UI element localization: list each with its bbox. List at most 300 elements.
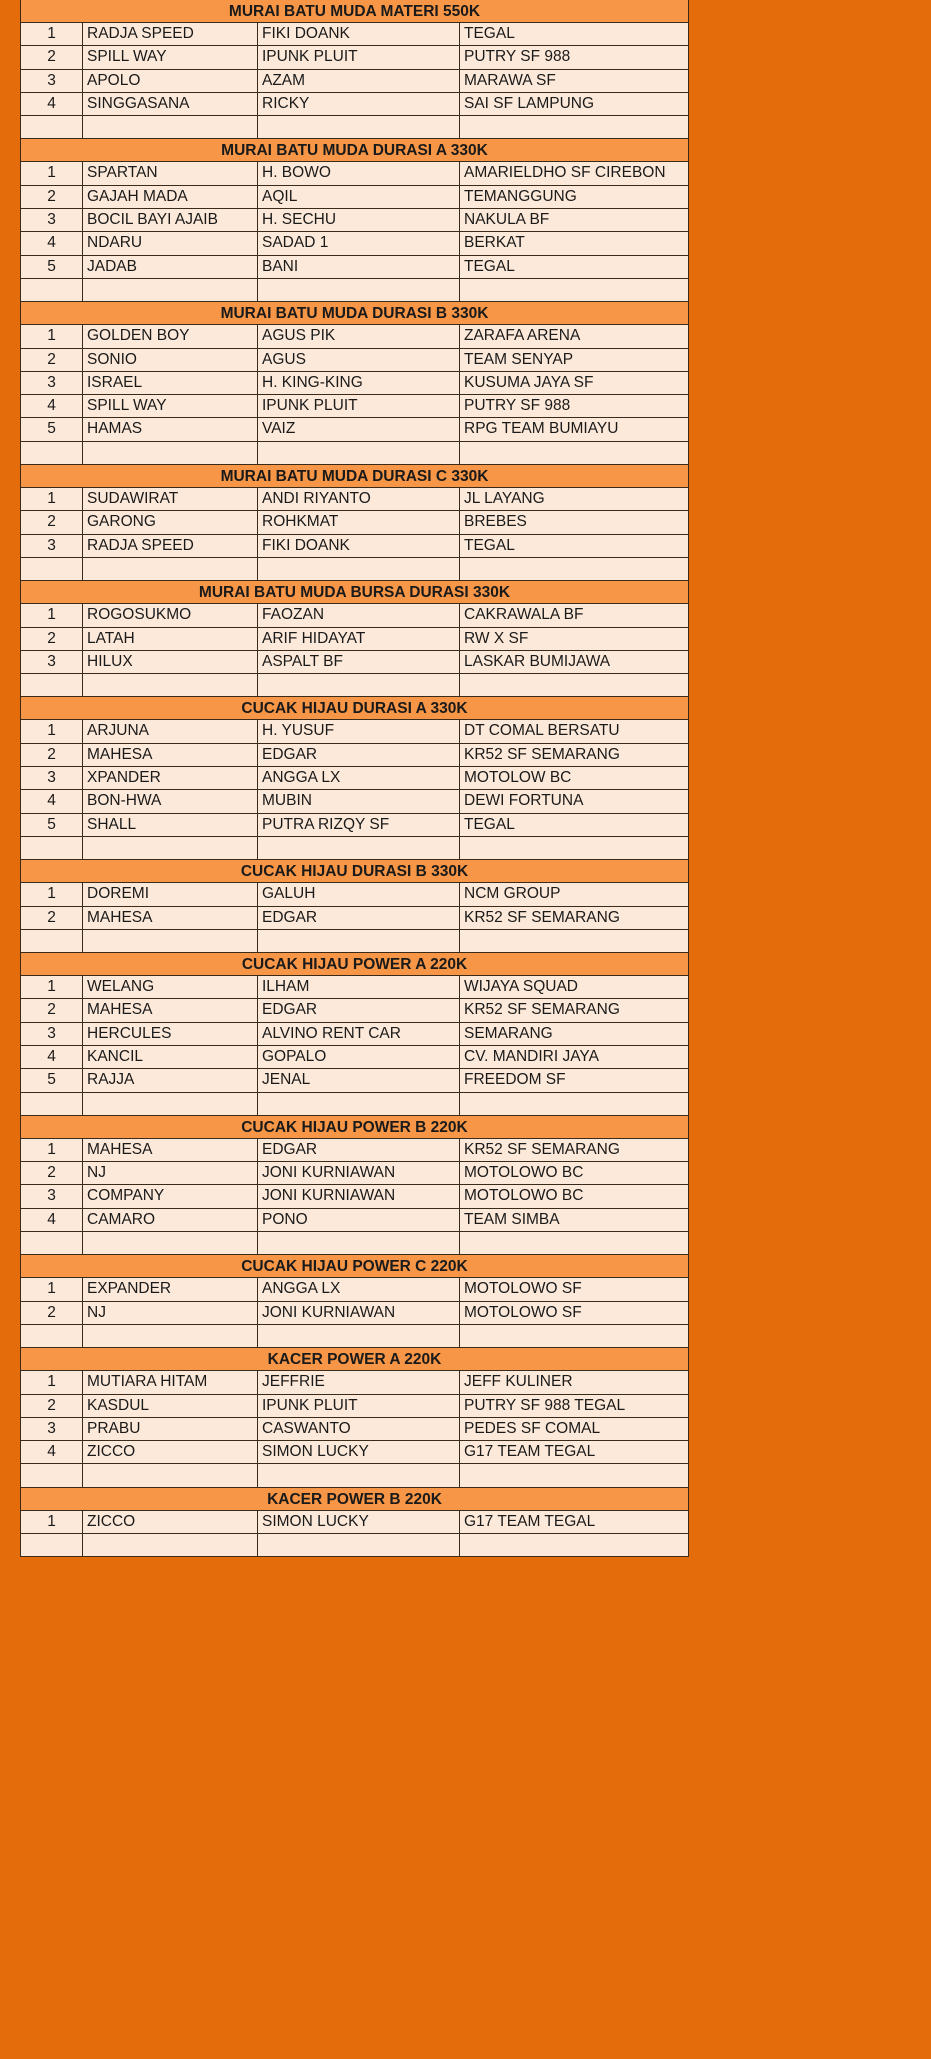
class-block [21, 0, 688, 139]
table-row [21, 976, 688, 999]
owner-name-cell [258, 1325, 460, 1347]
class-block [21, 1255, 688, 1348]
owner-name-cell: AGUS [258, 349, 460, 371]
table-row [21, 814, 688, 837]
team-name-cell: CV. MANDIRI JAYA [464, 1047, 599, 1065]
owner-name-cell: ANDI RIYANTO [258, 488, 460, 510]
rank-cell: 1 [21, 162, 83, 184]
team-name-cell: KR52 SF SEMARANG [464, 1140, 620, 1158]
owner-name-cell: EDGAR [258, 907, 460, 929]
rank-cell [21, 837, 83, 859]
team-name-cell [460, 1093, 688, 1115]
table-row [21, 279, 688, 302]
rank-cell: 1 [21, 1278, 83, 1300]
team-name-cell: PUTRY SF 988 [464, 48, 571, 66]
bird-name-cell [83, 558, 258, 580]
team-name-cell: PUTRY SF 988 TEGAL [464, 1396, 626, 1414]
bird-name-cell: SONIO [83, 349, 258, 371]
class-title: MURAI BATU MUDA MATERI 550K [21, 0, 688, 23]
table-row [21, 1464, 688, 1487]
team-name-cell: ZARAFA ARENA [464, 327, 581, 345]
owner-name-cell: ASPALT BF [258, 651, 460, 673]
team-name-cell [460, 1232, 688, 1254]
rank-cell [21, 558, 83, 580]
bird-name-cell: NJ [83, 1302, 258, 1324]
team-name-cell: MOTOLOWO SF [464, 1303, 582, 1321]
rank-cell: 5 [21, 256, 83, 278]
owner-name-cell [258, 279, 460, 301]
rank-cell: 1 [21, 720, 83, 742]
bird-name-cell [83, 442, 258, 464]
bird-name-cell: RAJJA [83, 1069, 258, 1091]
bird-name-cell: SPILL WAY [83, 395, 258, 417]
table-row [21, 628, 688, 651]
table-row [21, 1441, 688, 1464]
table-row [21, 1209, 688, 1232]
bird-name-cell [83, 674, 258, 696]
owner-name-cell: RICKY [258, 93, 460, 115]
table-row [21, 1302, 688, 1325]
bird-name-cell: PRABU [83, 1418, 258, 1440]
team-name-cell: KR52 SF SEMARANG [464, 1001, 620, 1019]
table-row [21, 488, 688, 511]
class-block [21, 1116, 688, 1255]
rank-cell: 1 [21, 488, 83, 510]
table-row [21, 651, 688, 674]
rank-cell: 2 [21, 1395, 83, 1417]
rank-cell: 4 [21, 790, 83, 812]
owner-name-cell: MUBIN [258, 790, 460, 812]
rank-cell [21, 116, 83, 138]
bird-name-cell: NJ [83, 1162, 258, 1184]
bird-name-cell: ISRAEL [83, 372, 258, 394]
team-name-cell: LASKAR BUMIJAWA [464, 652, 611, 670]
rank-cell: 2 [21, 744, 83, 766]
table-row [21, 1139, 688, 1162]
rank-cell: 2 [21, 1302, 83, 1324]
table-row [21, 186, 688, 209]
owner-name-cell: IPUNK PLUIT [258, 46, 460, 68]
owner-name-cell [258, 1093, 460, 1115]
rank-cell: 2 [21, 1162, 83, 1184]
bird-name-cell: MAHESA [83, 1139, 258, 1161]
rank-cell: 2 [21, 511, 83, 533]
owner-name-cell: AQIL [258, 186, 460, 208]
table-row [21, 232, 688, 255]
owner-name-cell [258, 1464, 460, 1486]
rank-cell [21, 1464, 83, 1486]
bird-name-cell: CAMARO [83, 1209, 258, 1231]
owner-name-cell [258, 558, 460, 580]
owner-name-cell: ILHAM [258, 976, 460, 998]
owner-name-cell [258, 1232, 460, 1254]
owner-name-cell: JONI KURNIAWAN [258, 1185, 460, 1207]
bird-name-cell: XPANDER [83, 767, 258, 789]
table-row [21, 511, 688, 534]
team-name-cell: CAKRAWALA BF [464, 606, 584, 624]
table-row [21, 1418, 688, 1441]
team-name-cell: BREBES [464, 513, 527, 531]
table-row [21, 349, 688, 372]
table-row [21, 720, 688, 743]
team-name-cell: TEGAL [464, 536, 515, 554]
rank-cell: 5 [21, 1069, 83, 1091]
rank-cell: 1 [21, 1139, 83, 1161]
rank-cell: 1 [21, 325, 83, 347]
table-row [21, 70, 688, 93]
team-name-cell: JEFF KULINER [464, 1373, 573, 1391]
owner-name-cell [258, 837, 460, 859]
rank-cell: 3 [21, 1185, 83, 1207]
team-name-cell: WIJAYA SQUAD [464, 978, 578, 996]
table-row [21, 674, 688, 697]
team-name-cell: SAI SF LAMPUNG [464, 94, 595, 112]
team-name-cell: TEAM SIMBA [464, 1210, 560, 1228]
bird-name-cell: ZICCO [83, 1511, 258, 1533]
bird-name-cell: SHALL [83, 814, 258, 836]
owner-name-cell [258, 930, 460, 952]
table-row [21, 209, 688, 232]
table-row [21, 1023, 688, 1046]
team-name-cell: JL LAYANG [464, 490, 545, 508]
bird-name-cell [83, 1464, 258, 1486]
owner-name-cell: FIKI DOANK [258, 23, 460, 45]
team-name-cell: AMARIELDHO SF CIREBON [464, 164, 666, 182]
bird-name-cell: RADJA SPEED [83, 23, 258, 45]
bird-name-cell: SPARTAN [83, 162, 258, 184]
owner-name-cell: FIKI DOANK [258, 535, 460, 557]
rank-cell: 4 [21, 1046, 83, 1068]
table-row [21, 1371, 688, 1394]
team-name-cell: DT COMAL BERSATU [464, 722, 620, 740]
table-row [21, 999, 688, 1022]
owner-name-cell: ALVINO RENT CAR [258, 1023, 460, 1045]
rank-cell: 4 [21, 232, 83, 254]
bird-name-cell: WELANG [83, 976, 258, 998]
table-row [21, 930, 688, 953]
team-name-cell: RW X SF [464, 629, 529, 647]
rank-cell [21, 279, 83, 301]
class-block [21, 581, 688, 697]
rank-cell: 2 [21, 46, 83, 68]
owner-name-cell: SIMON LUCKY [258, 1511, 460, 1533]
bird-name-cell: BON-HWA [83, 790, 258, 812]
bird-name-cell: HERCULES [83, 1023, 258, 1045]
bird-name-cell: RADJA SPEED [83, 535, 258, 557]
team-name-cell: RPG TEAM BUMIAYU [464, 420, 619, 438]
rank-cell: 1 [21, 1371, 83, 1393]
rank-cell [21, 1325, 83, 1347]
table-row [21, 46, 688, 69]
rank-cell: 4 [21, 93, 83, 115]
owner-name-cell: H. SECHU [258, 209, 460, 231]
table-row [21, 418, 688, 441]
team-name-cell: MOTOLOWO BC [464, 1164, 584, 1182]
rank-cell: 1 [21, 976, 83, 998]
rank-cell: 4 [21, 1441, 83, 1463]
bird-name-cell: BOCIL BAYI AJAIB [83, 209, 258, 231]
rank-cell [21, 1232, 83, 1254]
bird-name-cell: MUTIARA HITAM [83, 1371, 258, 1393]
owner-name-cell: JEFFRIE [258, 1371, 460, 1393]
team-name-cell: NAKULA BF [464, 211, 550, 229]
team-name-cell [460, 558, 688, 580]
rank-cell [21, 930, 83, 952]
table-row [21, 93, 688, 116]
owner-name-cell: SIMON LUCKY [258, 1441, 460, 1463]
bird-name-cell [83, 1232, 258, 1254]
owner-name-cell: JONI KURNIAWAN [258, 1162, 460, 1184]
bird-name-cell: GOLDEN BOY [83, 325, 258, 347]
rank-cell: 3 [21, 1418, 83, 1440]
table-row [21, 1046, 688, 1069]
owner-name-cell: H. BOWO [258, 162, 460, 184]
class-title: KACER POWER B 220K [21, 1488, 688, 1511]
bird-name-cell: SUDAWIRAT [83, 488, 258, 510]
team-name-cell [460, 1464, 688, 1486]
table-row [21, 1232, 688, 1255]
table-row [21, 744, 688, 767]
table-row [21, 790, 688, 813]
bird-name-cell [83, 930, 258, 952]
team-name-cell: TEGAL [464, 25, 515, 42]
table-row [21, 395, 688, 418]
table-row [21, 1534, 688, 1557]
rank-cell: 4 [21, 1209, 83, 1231]
owner-name-cell: JONI KURNIAWAN [258, 1302, 460, 1324]
class-block [21, 139, 688, 302]
bird-name-cell: ROGOSUKMO [83, 604, 258, 626]
class-title: CUCAK HIJAU DURASI B 330K [21, 860, 688, 883]
bird-name-cell [83, 1093, 258, 1115]
team-name-cell [460, 674, 688, 696]
table-row [21, 1278, 688, 1301]
table-row [21, 1069, 688, 1092]
rank-cell [21, 442, 83, 464]
class-block [21, 697, 688, 860]
bird-name-cell: JADAB [83, 256, 258, 278]
owner-name-cell [258, 674, 460, 696]
table-row [21, 162, 688, 185]
bird-name-cell: SINGGASANA [83, 93, 258, 115]
table-row [21, 883, 688, 906]
table-row [21, 1511, 688, 1534]
bird-name-cell [83, 837, 258, 859]
rank-cell: 2 [21, 349, 83, 371]
owner-name-cell: H. KING-KING [258, 372, 460, 394]
team-name-cell [460, 1534, 688, 1556]
team-name-cell: PUTRY SF 988 [464, 397, 571, 415]
table-row [21, 837, 688, 860]
rank-cell [21, 1093, 83, 1115]
team-name-cell: TEMANGGUNG [464, 187, 577, 205]
owner-name-cell: BANI [258, 256, 460, 278]
class-title: MURAI BATU MUDA DURASI C 330K [21, 465, 688, 488]
class-block [21, 1488, 688, 1558]
class-title: MURAI BATU MUDA DURASI A 330K [21, 139, 688, 162]
rank-cell: 5 [21, 814, 83, 836]
rank-cell: 2 [21, 999, 83, 1021]
table-row [21, 256, 688, 279]
bird-name-cell: MAHESA [83, 999, 258, 1021]
owner-name-cell: PUTRA RIZQY SF [258, 814, 460, 836]
owner-name-cell: PONO [258, 1209, 460, 1231]
team-name-cell [460, 837, 688, 859]
bird-name-cell: GARONG [83, 511, 258, 533]
bird-name-cell: ARJUNA [83, 720, 258, 742]
team-name-cell: FREEDOM SF [464, 1071, 566, 1089]
team-name-cell: MOTOLOW BC [464, 769, 572, 787]
owner-name-cell: FAOZAN [258, 604, 460, 626]
owner-name-cell: JENAL [258, 1069, 460, 1091]
rank-cell: 1 [21, 1511, 83, 1533]
rank-cell [21, 1534, 83, 1556]
owner-name-cell: EDGAR [258, 1139, 460, 1161]
bird-name-cell: NDARU [83, 232, 258, 254]
rank-cell: 3 [21, 651, 83, 673]
team-name-cell [460, 279, 688, 301]
owner-name-cell: SADAD 1 [258, 232, 460, 254]
rank-cell: 5 [21, 418, 83, 440]
owner-name-cell: ARIF HIDAYAT [258, 628, 460, 650]
team-name-cell: MARAWA SF [464, 71, 556, 89]
team-name-cell: KR52 SF SEMARANG [464, 908, 620, 926]
bird-name-cell: COMPANY [83, 1185, 258, 1207]
bird-name-cell: GAJAH MADA [83, 186, 258, 208]
owner-name-cell: EDGAR [258, 744, 460, 766]
rank-cell: 2 [21, 907, 83, 929]
bird-name-cell: DOREMI [83, 883, 258, 905]
rank-cell: 3 [21, 767, 83, 789]
class-title: CUCAK HIJAU POWER C 220K [21, 1255, 688, 1278]
team-name-cell: SEMARANG [464, 1024, 553, 1042]
table-row [21, 23, 688, 46]
bird-name-cell: HAMAS [83, 418, 258, 440]
table-row [21, 558, 688, 581]
team-name-cell: BERKAT [464, 234, 525, 252]
owner-name-cell [258, 116, 460, 138]
table-row [21, 907, 688, 930]
owner-name-cell: IPUNK PLUIT [258, 395, 460, 417]
rank-cell [21, 674, 83, 696]
bird-name-cell: HILUX [83, 651, 258, 673]
owner-name-cell: AZAM [258, 70, 460, 92]
table-row [21, 1325, 688, 1348]
team-name-cell: DEWI FORTUNA [464, 792, 584, 810]
class-title: KACER POWER A 220K [21, 1348, 688, 1371]
table-row [21, 1185, 688, 1208]
bird-name-cell: KASDUL [83, 1395, 258, 1417]
team-name-cell [460, 442, 688, 464]
bird-name-cell: KANCIL [83, 1046, 258, 1068]
team-name-cell [460, 116, 688, 138]
bird-name-cell: EXPANDER [83, 1278, 258, 1300]
team-name-cell: KR52 SF SEMARANG [464, 745, 620, 763]
class-block [21, 1348, 688, 1487]
owner-name-cell: GALUH [258, 883, 460, 905]
class-block [21, 953, 688, 1116]
bird-name-cell: SPILL WAY [83, 46, 258, 68]
team-name-cell [460, 1325, 688, 1347]
bird-name-cell: LATAH [83, 628, 258, 650]
table-row [21, 325, 688, 348]
team-name-cell: PEDES SF COMAL [464, 1419, 601, 1437]
rank-cell: 1 [21, 604, 83, 626]
class-title: MURAI BATU MUDA DURASI B 330K [21, 302, 688, 325]
owner-name-cell: H. YUSUF [258, 720, 460, 742]
rank-cell: 1 [21, 883, 83, 905]
rank-cell: 3 [21, 209, 83, 231]
rank-cell: 4 [21, 395, 83, 417]
team-name-cell: TEGAL [464, 815, 515, 833]
bird-name-cell: ZICCO [83, 1441, 258, 1463]
bird-name-cell [83, 1325, 258, 1347]
table-row [21, 442, 688, 465]
class-title: CUCAK HIJAU POWER B 220K [21, 1116, 688, 1139]
owner-name-cell: GOPALO [258, 1046, 460, 1068]
results-sheet [20, 0, 689, 1557]
table-row [21, 767, 688, 790]
owner-name-cell: ANGGA LX [258, 767, 460, 789]
class-title: MURAI BATU MUDA BURSA DURASI 330K [21, 581, 688, 604]
team-name-cell: G17 TEAM TEGAL [464, 1512, 596, 1530]
class-title: CUCAK HIJAU POWER A 220K [21, 953, 688, 976]
team-name-cell: G17 TEAM TEGAL [464, 1443, 596, 1461]
table-row [21, 372, 688, 395]
class-block [21, 465, 688, 581]
owner-name-cell [258, 1534, 460, 1556]
table-row [21, 116, 688, 139]
bird-name-cell: MAHESA [83, 744, 258, 766]
bird-name-cell [83, 1534, 258, 1556]
class-block [21, 860, 688, 953]
team-name-cell: TEAM SENYAP [464, 350, 574, 368]
team-name-cell [460, 930, 688, 952]
table-row [21, 1162, 688, 1185]
rank-cell: 3 [21, 535, 83, 557]
table-row [21, 604, 688, 627]
owner-name-cell: ANGGA LX [258, 1278, 460, 1300]
team-name-cell: MOTOLOWO SF [464, 1280, 582, 1298]
owner-name-cell: VAIZ [258, 418, 460, 440]
rank-cell: 2 [21, 628, 83, 650]
team-name-cell: MOTOLOWO BC [464, 1187, 584, 1205]
team-name-cell: KUSUMA JAYA SF [464, 373, 594, 391]
bird-name-cell [83, 116, 258, 138]
rank-cell: 2 [21, 186, 83, 208]
bird-name-cell: MAHESA [83, 907, 258, 929]
bird-name-cell [83, 279, 258, 301]
team-name-cell: TEGAL [464, 257, 515, 275]
owner-name-cell: AGUS PIK [258, 325, 460, 347]
team-name-cell: NCM GROUP [464, 885, 561, 903]
class-title: CUCAK HIJAU DURASI A 330K [21, 697, 688, 720]
owner-name-cell: CASWANTO [258, 1418, 460, 1440]
owner-name-cell: ROHKMAT [258, 511, 460, 533]
table-row [21, 1093, 688, 1116]
owner-name-cell: IPUNK PLUIT [258, 1395, 460, 1417]
class-block [21, 302, 688, 465]
owner-name-cell [258, 442, 460, 464]
bird-name-cell: APOLO [83, 70, 258, 92]
table-row [21, 1395, 688, 1418]
rank-cell: 1 [21, 23, 83, 45]
rank-cell: 3 [21, 1023, 83, 1045]
table-row [21, 535, 688, 558]
rank-cell: 3 [21, 372, 83, 394]
owner-name-cell: EDGAR [258, 999, 460, 1021]
rank-cell: 3 [21, 70, 83, 92]
